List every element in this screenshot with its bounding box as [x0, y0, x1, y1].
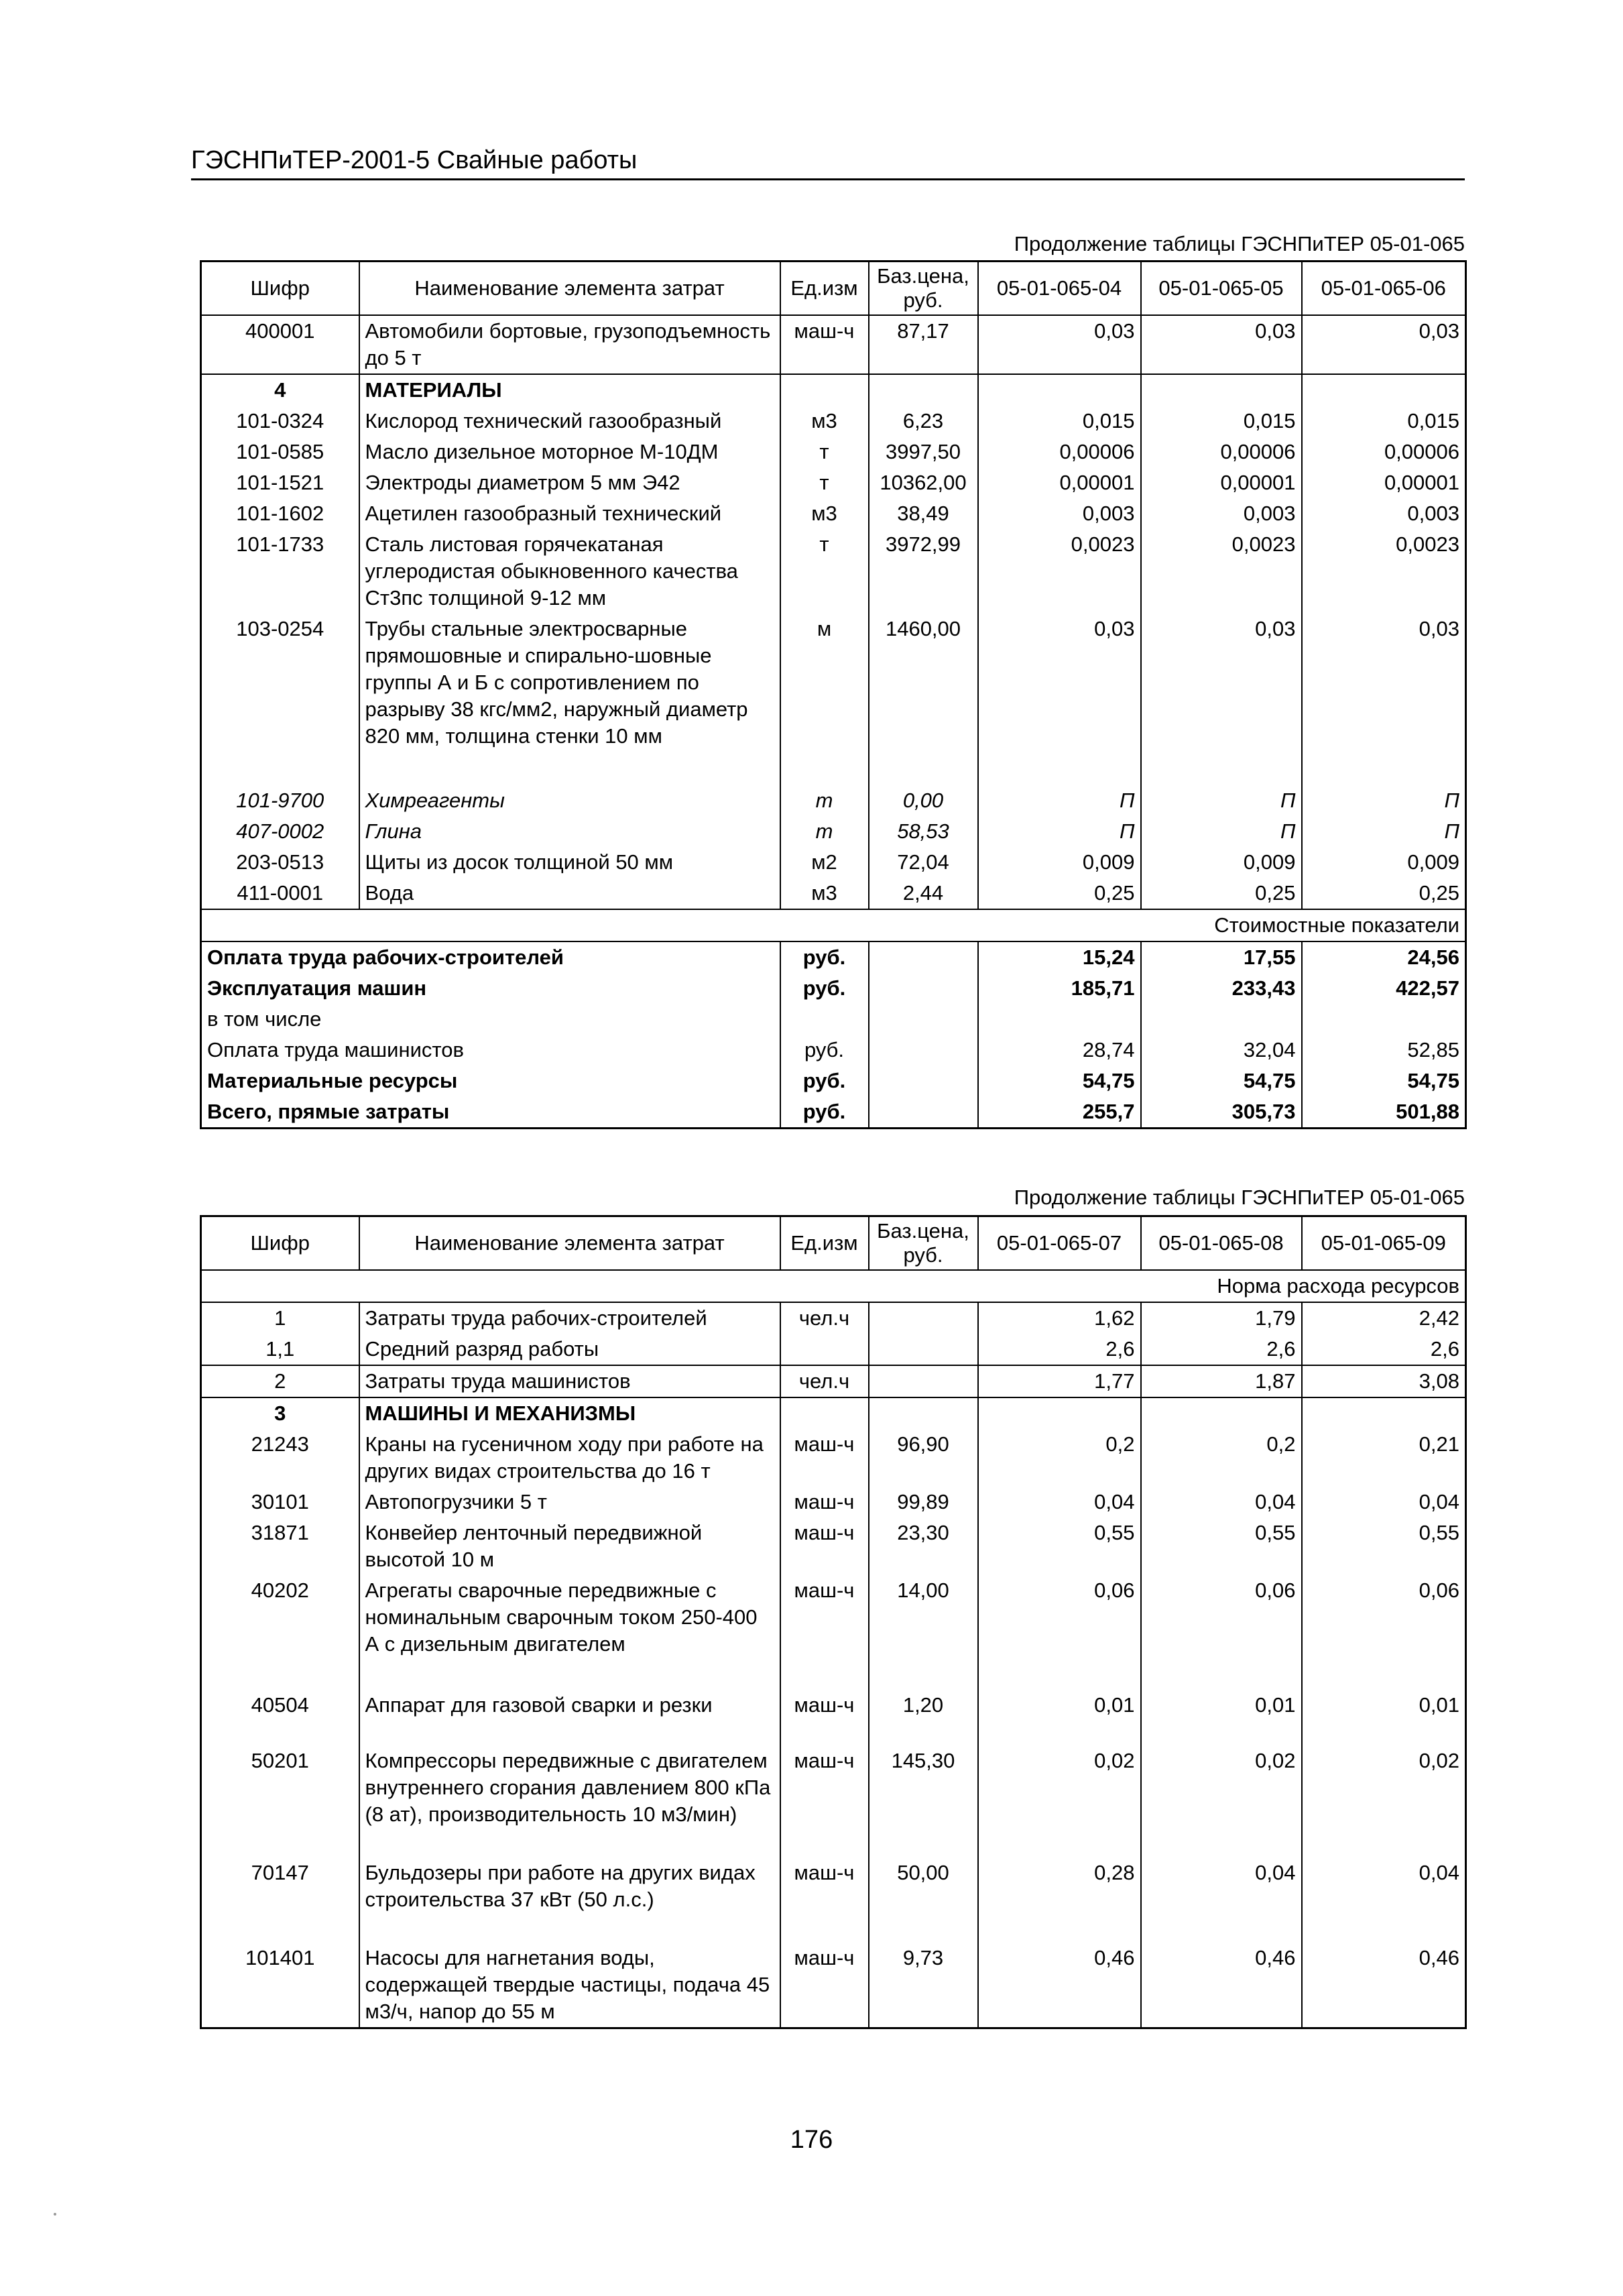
- cell-code: 70147: [251, 1861, 309, 1884]
- cell-rate-2: 2,6: [1141, 1334, 1302, 1365]
- cell-name: Бульдозеры при работе на других видах строительства 37 кВт (50 л.с.): [359, 1857, 780, 1943]
- summary-value-3: 24,56: [1407, 945, 1459, 969]
- cell-name: Щиты из досок толщиной 50 мм: [359, 847, 780, 878]
- cell-price: [869, 1397, 978, 1429]
- cell-name: Средний разряд работы: [359, 1334, 780, 1365]
- summary-value-1: 54,75: [978, 1066, 1141, 1096]
- cell-code: 21243: [251, 1432, 309, 1456]
- section-label: Стоимостные показатели: [201, 909, 1466, 941]
- cell-rate-2: 0,04: [1141, 1857, 1302, 1943]
- summary-value-3: 54,75: [1407, 1069, 1459, 1092]
- summary-unit: руб.: [780, 973, 869, 1004]
- table2-header-row: [201, 1216, 1466, 1271]
- cell-price: [869, 374, 978, 406]
- summary-value-2: 17,55: [1141, 941, 1302, 973]
- cell-rate-2: 0,01: [1141, 1690, 1302, 1745]
- summary-row: [201, 1066, 1466, 1096]
- cell-rate-3: П: [1444, 789, 1459, 812]
- cell-unit: т: [780, 467, 869, 498]
- cell-rate-3: 0,015: [1407, 409, 1459, 433]
- cell-name: Краны на гусеничном ходу при работе на других видах строительства до 16 т: [359, 1429, 780, 1487]
- cell-rate-3: 0,46: [1419, 1946, 1459, 1969]
- cell-rate-2: 0,03: [1141, 315, 1302, 374]
- cell-rate-3: 0,00006: [1384, 440, 1459, 463]
- cell-rate-2: 0,00001: [1141, 467, 1302, 498]
- cell-price: 50,00: [869, 1857, 978, 1943]
- summary-value-2: 305,73: [1141, 1096, 1302, 1129]
- cell-rate-1: 0,25: [978, 878, 1141, 909]
- section-row: [201, 1270, 1466, 1302]
- cell-rate-1: 0,03: [978, 315, 1141, 374]
- summary-value-3: 52,85: [1407, 1038, 1459, 1061]
- cell-rate-3: 2,6: [1302, 1334, 1466, 1365]
- cell-code: 400001: [245, 319, 315, 343]
- cell-price: 1,20: [869, 1690, 978, 1745]
- cell-rate-1: 0,03: [978, 614, 1141, 752]
- cell-unit: маш-ч: [780, 1857, 869, 1943]
- cell-unit: маш-ч: [780, 1943, 869, 2028]
- cell-price: 0,00: [869, 785, 978, 816]
- col-header-unit: Ед.изм: [780, 262, 869, 316]
- summary-value-1: 185,71: [978, 973, 1141, 1004]
- scan-speck: [54, 2213, 56, 2216]
- cell-code: 101-0585: [236, 440, 324, 463]
- cell-rate-1: [978, 1397, 1141, 1429]
- table-row: [201, 1334, 1466, 1365]
- summary-row: [201, 941, 1466, 973]
- cell-rate-1: 0,06: [978, 1575, 1141, 1690]
- table-row: [201, 1690, 1466, 1745]
- summary-value-1: 28,74: [978, 1035, 1141, 1066]
- cell-price: 145,30: [869, 1745, 978, 1857]
- summary-unit: руб.: [780, 1035, 869, 1066]
- cell-rate-2: [1141, 1397, 1302, 1429]
- cell-rate-1: П: [978, 785, 1141, 816]
- cell-unit: маш-ч: [780, 1745, 869, 1857]
- table-row: [201, 1517, 1466, 1575]
- summary-name: Эксплуатация машин: [207, 976, 427, 1000]
- table-row: [201, 847, 1466, 878]
- cell-rate-3: П: [1444, 819, 1459, 843]
- cell-rate-3: 0,04: [1419, 1490, 1459, 1513]
- summary-row: [201, 973, 1466, 1004]
- cell-rate-2: [1141, 374, 1302, 406]
- col-header-rate-1: 05-01-065-07: [978, 1216, 1141, 1271]
- cell-name: Насосы для нагнетания воды, содержащей твердые частицы, подача 45 м3/ч, напор до 55 м: [359, 1943, 780, 2028]
- cell-unit: маш-ч: [780, 1575, 869, 1690]
- cell-unit: м2: [780, 847, 869, 878]
- cell-rate-2: П: [1141, 816, 1302, 847]
- cell-rate-3: 0,25: [1419, 881, 1459, 905]
- cell-rate-1: 0,00001: [978, 467, 1141, 498]
- summary-value-3: 422,57: [1396, 976, 1459, 1000]
- col-header-name: Наименование элемента затрат: [359, 1216, 780, 1271]
- cell-rate-1: 1,77: [978, 1365, 1141, 1397]
- cell-code: 3: [274, 1401, 286, 1425]
- cell-code: 407-0002: [236, 819, 324, 843]
- cell-rate-3: [1302, 1397, 1466, 1429]
- summary-value-2: 233,43: [1141, 973, 1302, 1004]
- cell-code: 1,1: [201, 1334, 359, 1365]
- cell-name: Конвейер ленточный передвижной высотой 10 м: [359, 1517, 780, 1575]
- summary-name: Материальные ресурсы: [207, 1069, 458, 1092]
- cell-unit: [780, 1397, 869, 1429]
- cell-rate-1: 0,55: [978, 1517, 1141, 1575]
- summary-name: Оплата труда рабочих-строителей: [207, 945, 564, 969]
- cell-code: 4: [201, 374, 359, 406]
- cell-code: 40202: [251, 1578, 309, 1602]
- cell-unit: чел.ч: [780, 1365, 869, 1397]
- summary-unit: руб.: [780, 941, 869, 973]
- col-header-price: Баз.цена, руб.: [869, 262, 978, 316]
- cell-rate-3: 0,03: [1419, 617, 1459, 640]
- table-row: [201, 1943, 1466, 2028]
- cell-price: 96,90: [869, 1429, 978, 1487]
- table-row: [201, 1429, 1466, 1487]
- cell-rate-1: 0,01: [978, 1690, 1141, 1745]
- cell-rate-3: 0,003: [1407, 502, 1459, 525]
- cell-unit: [780, 1334, 869, 1365]
- cell-rate-1: 2,6: [978, 1334, 1141, 1365]
- cell-rate-3: 0,06: [1419, 1578, 1459, 1602]
- cell-unit: т: [780, 437, 869, 467]
- cell-code: 2: [201, 1365, 359, 1397]
- summary-value-2: 32,04: [1141, 1035, 1302, 1066]
- cell-name: Автопогрузчики 5 т: [359, 1487, 780, 1517]
- summary-unit: [780, 1004, 869, 1035]
- cell-unit: м3: [780, 406, 869, 437]
- table-row: [201, 1487, 1466, 1517]
- cell-rate-3: 0,55: [1419, 1521, 1459, 1544]
- cell-name: Химреагенты: [359, 785, 780, 816]
- cell-rate-2: 0,03: [1141, 614, 1302, 752]
- cell-rate-3: 0,009: [1407, 850, 1459, 874]
- cell-name: Компрессоры передвижные с двигателем внутреннего сгорания давлением 800 кПа (8 ат), производительность 10 м3/мин): [359, 1745, 780, 1857]
- table-row: [201, 498, 1466, 529]
- cell-rate-3: 2,42: [1419, 1306, 1459, 1330]
- cell-rate-1: 0,04: [978, 1487, 1141, 1517]
- cell-rate-1: 0,009: [978, 847, 1141, 878]
- table-row: [201, 816, 1466, 847]
- running-header: ГЭСНПиТЕР-2001-5 Свайные работы: [191, 146, 638, 174]
- cell-code: 101401: [245, 1946, 315, 1969]
- table-row: [201, 785, 1466, 816]
- cell-price: 3972,99: [869, 529, 978, 614]
- cell-price: 1460,00: [869, 614, 978, 752]
- summary-unit: руб.: [780, 1066, 869, 1096]
- summary-unit: руб.: [780, 1096, 869, 1129]
- cell-rate-3: 0,21: [1419, 1432, 1459, 1456]
- cell-name: Затраты труда машинистов: [359, 1365, 780, 1397]
- cell-rate-2: 0,003: [1141, 498, 1302, 529]
- cell-rate-3: 0,01: [1419, 1693, 1459, 1717]
- summary-name: Оплата труда машинистов: [207, 1038, 464, 1061]
- cell-code: 203-0513: [236, 850, 324, 874]
- cell-rate-3: 0,0023: [1396, 532, 1459, 556]
- summary-row: [201, 1096, 1466, 1129]
- summary-value-1: 255,7: [978, 1096, 1141, 1129]
- table-row: [201, 1302, 1466, 1334]
- col-header-code: Шифр: [201, 1216, 359, 1271]
- summary-row: [201, 1035, 1466, 1066]
- cell-name: Масло дизельное моторное М-10ДМ: [359, 437, 780, 467]
- table-row: [201, 467, 1466, 498]
- cell-price: 99,89: [869, 1487, 978, 1517]
- cell-name: МАШИНЫ И МЕХАНИЗМЫ: [359, 1397, 780, 1429]
- cell-code: 103-0254: [236, 617, 324, 640]
- page-number: 176: [790, 2126, 833, 2154]
- cell-name: Трубы стальные электросварные прямошовные и спирально-шовные группы А и Б с сопротивлением по разрыву 38 кгс/мм2, наружный диаметр 820 мм, толщина стенки 10 мм: [359, 614, 780, 752]
- cell-unit: маш-ч: [780, 1690, 869, 1745]
- cell-code: 101-9700: [236, 789, 324, 812]
- cell-rate-3: 0,02: [1419, 1749, 1459, 1772]
- col-header-unit: Ед.изм: [780, 1216, 869, 1271]
- cell-rate-3: 0,04: [1419, 1861, 1459, 1884]
- table2: [200, 1215, 1467, 2029]
- cell-code: 101-1602: [236, 502, 324, 525]
- cell-rate-3: 0,00001: [1384, 471, 1459, 494]
- cell-code: 101-1521: [236, 471, 324, 494]
- summary-value-1: 15,24: [978, 941, 1141, 973]
- cell-code: 50201: [251, 1749, 309, 1772]
- summary-row: [201, 1004, 1466, 1035]
- cell-unit: м3: [780, 498, 869, 529]
- cell-rate-1: 0,0023: [978, 529, 1141, 614]
- cell-code: 1: [274, 1306, 286, 1330]
- cell-unit: маш-ч: [780, 1517, 869, 1575]
- cell-name: Глина: [359, 816, 780, 847]
- table-row: [201, 437, 1466, 467]
- col-header-rate-3: 05-01-065-06: [1302, 262, 1466, 316]
- cell-rate-1: 0,015: [978, 406, 1141, 437]
- cell-name: Затраты труда рабочих-строителей: [359, 1302, 780, 1334]
- cell-code: 101-0324: [236, 409, 324, 433]
- summary-value-3: 501,88: [1396, 1100, 1459, 1123]
- cell-unit: м3: [780, 878, 869, 909]
- summary-value-3: [1302, 1004, 1466, 1035]
- summary-name: Всего, прямые затраты: [207, 1100, 450, 1123]
- cell-rate-2: 1,87: [1141, 1365, 1302, 1397]
- cell-unit: т: [780, 785, 869, 816]
- cell-rate-2: 0,02: [1141, 1745, 1302, 1857]
- cell-unit: маш-ч: [780, 315, 869, 374]
- spacer-row: [201, 752, 1466, 785]
- cell-price: 14,00: [869, 1575, 978, 1690]
- table-row: [201, 1397, 1466, 1429]
- cell-price: 2,44: [869, 878, 978, 909]
- section-label: Норма расхода ресурсов: [201, 1270, 1466, 1302]
- col-header-rate-2: 05-01-065-08: [1141, 1216, 1302, 1271]
- table2-caption: Продолжение таблицы ГЭСНПиТЕР 05-01-065: [1014, 1186, 1465, 1209]
- cell-unit: чел.ч: [780, 1302, 869, 1334]
- col-header-name: Наименование элемента затрат: [359, 262, 780, 316]
- table-row: [201, 878, 1466, 909]
- cell-rate-3: 0,03: [1419, 319, 1459, 343]
- table1: [200, 260, 1467, 1129]
- cell-rate-2: 0,2: [1141, 1429, 1302, 1487]
- table1-caption: Продолжение таблицы ГЭСНПиТЕР 05-01-065: [1014, 232, 1465, 255]
- cell-name: Ацетилен газообразный технический: [359, 498, 780, 529]
- table-row: [201, 1745, 1466, 1857]
- table-row: [201, 1575, 1466, 1690]
- cell-price: 23,30: [869, 1517, 978, 1575]
- cell-price: 10362,00: [869, 467, 978, 498]
- col-header-rate-2: 05-01-065-05: [1141, 262, 1302, 316]
- table-row: [201, 406, 1466, 437]
- cell-price: 9,73: [869, 1943, 978, 2028]
- cell-rate-3: [1302, 374, 1466, 406]
- cell-rate-1: 0,46: [978, 1943, 1141, 2028]
- cell-price: [869, 1365, 978, 1397]
- summary-value-2: 54,75: [1141, 1066, 1302, 1096]
- cell-code: 31871: [251, 1521, 309, 1544]
- cell-rate-2: 0,009: [1141, 847, 1302, 878]
- cell-code: 40504: [251, 1693, 309, 1717]
- cell-rate-1: 0,02: [978, 1745, 1141, 1857]
- header-rule: [191, 178, 1465, 180]
- cell-price: [869, 1334, 978, 1365]
- cell-rate-3: 3,08: [1302, 1365, 1466, 1397]
- cell-name: Агрегаты сварочные передвижные с номинальным сварочным током 250-400 А с дизельным двигателем: [359, 1575, 780, 1690]
- cell-name: Аппарат для газовой сварки и резки: [359, 1690, 780, 1745]
- cell-rate-1: 0,003: [978, 498, 1141, 529]
- cell-rate-1: 0,2: [978, 1429, 1141, 1487]
- cell-code: 101-1733: [236, 532, 324, 556]
- summary-value-2: [1141, 1004, 1302, 1035]
- cell-code: 30101: [251, 1490, 309, 1513]
- cell-rate-2: 0,46: [1141, 1943, 1302, 2028]
- cell-rate-2: 0,00006: [1141, 437, 1302, 467]
- cell-rate-1: 0,00006: [978, 437, 1141, 467]
- cell-name: Вода: [359, 878, 780, 909]
- cell-rate-1: [978, 374, 1141, 406]
- cell-unit: м: [780, 614, 869, 752]
- cell-name: Автомобили бортовые, грузоподъемность до 5 т: [359, 315, 780, 374]
- cell-unit: т: [780, 816, 869, 847]
- cell-price: [869, 1302, 978, 1334]
- cell-rate-2: 0,0023: [1141, 529, 1302, 614]
- cell-code: 411-0001: [237, 881, 324, 905]
- cell-unit: т: [780, 529, 869, 614]
- cell-rate-2: 0,25: [1141, 878, 1302, 909]
- cell-rate-1: 0,28: [978, 1857, 1141, 1943]
- cell-rate-2: 1,79: [1141, 1302, 1302, 1334]
- summary-name: в том числе: [207, 1007, 322, 1031]
- cell-price: 38,49: [869, 498, 978, 529]
- table-row: [201, 1365, 1466, 1397]
- cell-rate-2: 0,015: [1141, 406, 1302, 437]
- cell-rate-2: 0,04: [1141, 1487, 1302, 1517]
- cell-price: 3997,50: [869, 437, 978, 467]
- col-header-rate-1: 05-01-065-04: [978, 262, 1141, 316]
- cell-rate-2: 0,06: [1141, 1575, 1302, 1690]
- cell-price: 72,04: [869, 847, 978, 878]
- cell-name: Кислород технический газообразный: [359, 406, 780, 437]
- cell-price: 6,23: [869, 406, 978, 437]
- table-row: [201, 374, 1466, 406]
- cell-name: Электроды диаметром 5 мм Э42: [359, 467, 780, 498]
- cell-price: 87,17: [869, 315, 978, 374]
- table-row: [201, 1857, 1466, 1943]
- table1-header-row: [201, 262, 1466, 316]
- table-row: [201, 614, 1466, 752]
- cell-unit: маш-ч: [780, 1487, 869, 1517]
- col-header-code: Шифр: [201, 262, 359, 316]
- col-header-rate-3: 05-01-065-09: [1302, 1216, 1466, 1271]
- section-row: [201, 909, 1466, 941]
- cell-name: Сталь листовая горячекатаная углеродистая обыкновенного качества Ст3пс толщиной 9-12 мм: [359, 529, 780, 614]
- summary-value-1: [978, 1004, 1141, 1035]
- cell-rate-1: П: [978, 816, 1141, 847]
- cell-rate-2: П: [1141, 785, 1302, 816]
- cell-rate-2: 0,55: [1141, 1517, 1302, 1575]
- cell-name: МАТЕРИАЛЫ: [359, 374, 780, 406]
- cell-rate-1: 1,62: [978, 1302, 1141, 1334]
- col-header-price: Баз.цена, руб.: [869, 1216, 978, 1271]
- cell-price: 58,53: [869, 816, 978, 847]
- table-row: [201, 315, 1466, 374]
- cell-unit: маш-ч: [780, 1429, 869, 1487]
- table-row: [201, 529, 1466, 614]
- cell-unit: [780, 374, 869, 406]
